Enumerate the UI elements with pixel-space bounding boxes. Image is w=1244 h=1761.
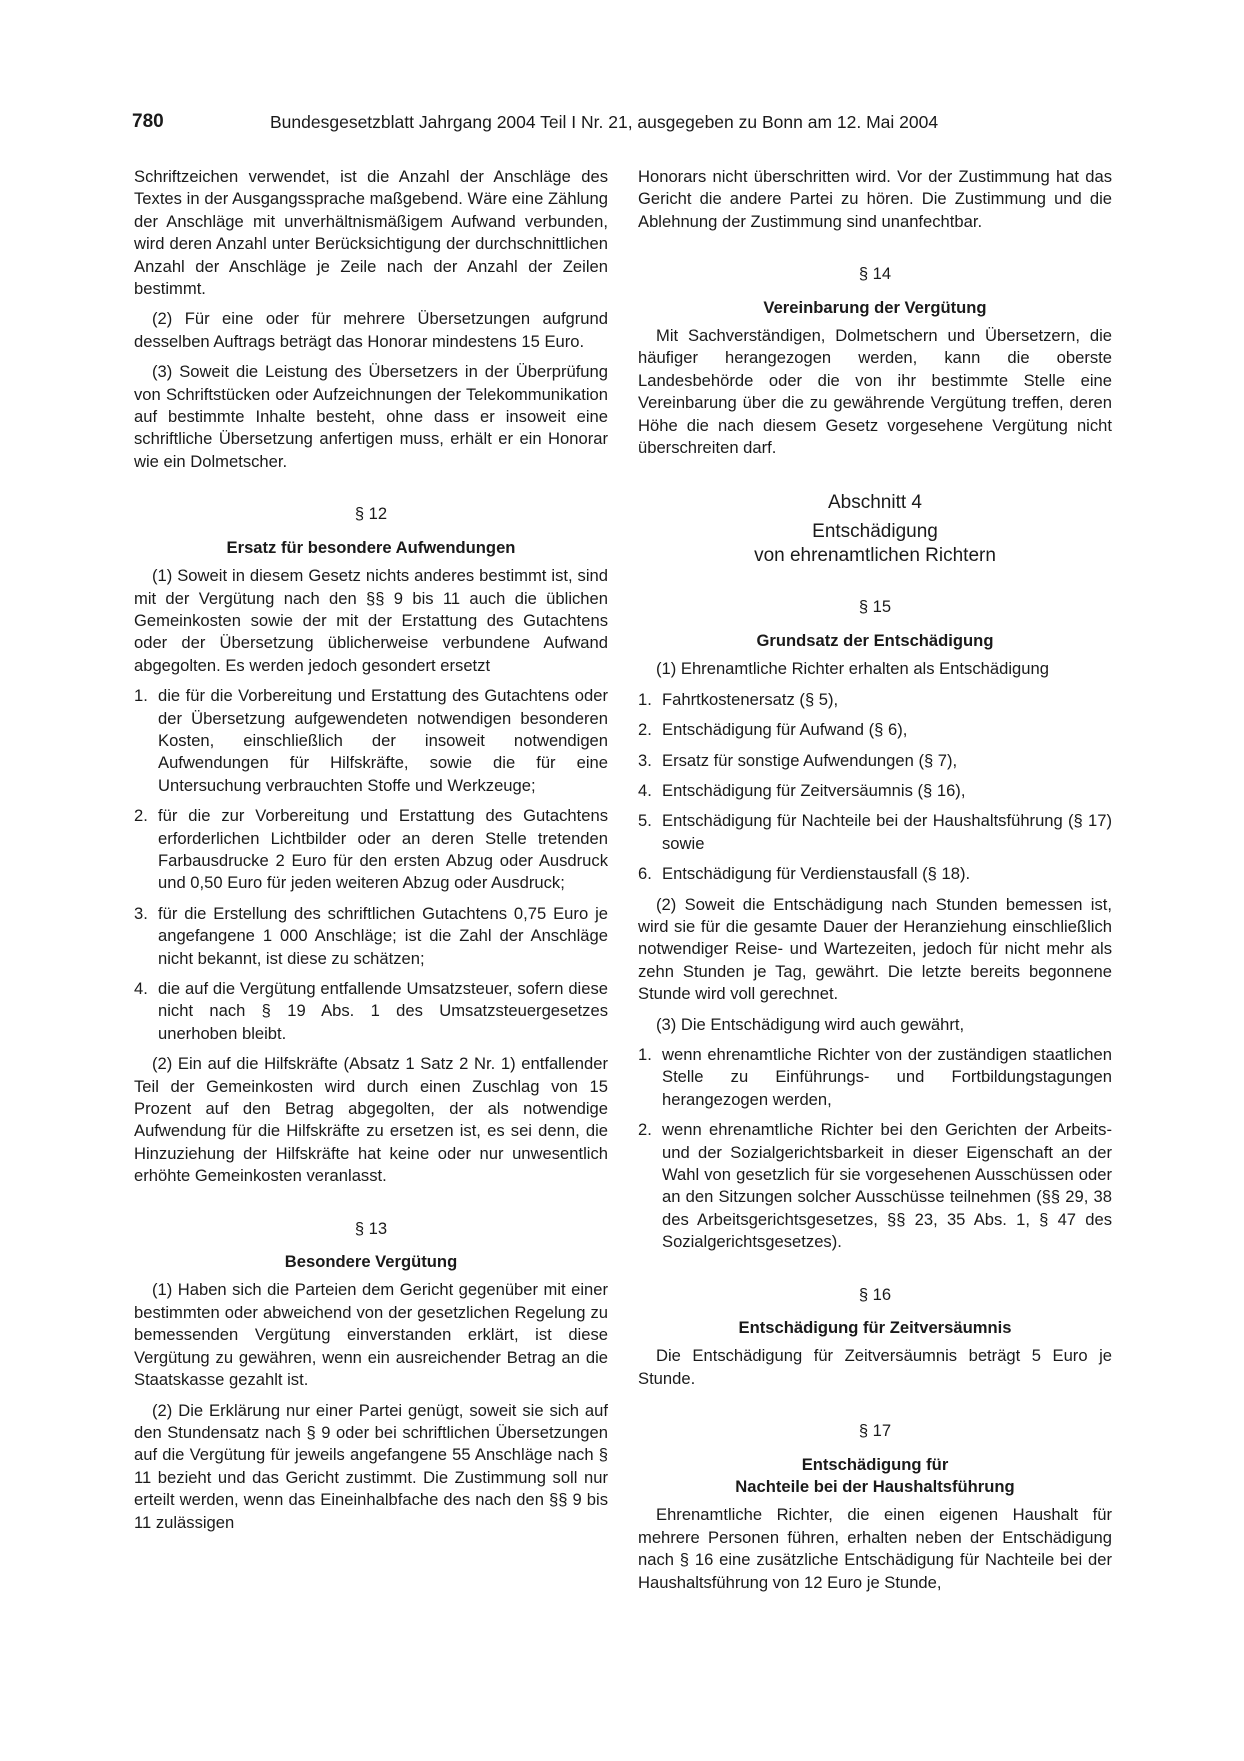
list-item-text: Fahrtkostenersatz (§ 5), [662,689,839,709]
list-item [638,780,1112,802]
paragraph [134,361,608,473]
section-title: Vereinbarung der Vergütung [763,297,987,317]
paragraph-text: (2) Für eine oder für mehrere Übersetzungen aufgrund desselben Auftrags beträgt das Honorar mindestens 15 Euro. [134,309,608,351]
paragraph [134,308,608,353]
paragraph [638,166,1112,233]
paragraph [638,1504,1112,1594]
paragraph [638,894,1112,1006]
section-title-line: Entschädigung für [801,1454,949,1474]
list-item-number: 3. [134,903,148,923]
paragraph [134,166,608,300]
list-item-text: Entschädigung für Aufwand (§ 6), [662,720,908,740]
list-item-number: 2. [134,806,148,826]
paragraph-text: Honorars nicht überschritten wird. Vor der Zustimmung hat das Gericht die andere Partei zu hören. Die Zustimmung und die Ablehnung der Zustimmung sind unanfechtbar. [638,167,1112,231]
section-title: Grundsatz der Entschädigung [756,630,994,650]
paragraph-text: (1) Haben sich die Parteien dem Gericht gegenüber mit einer bestimmten oder abweichend von der gesetzlichen Regelung zu bemessenden Vergütung einverstanden erklärt, ist diese Vergütung zu gewähren, wenn ein ausreichender Betrag an die Staatskasse gezahlt ist. [134,1280,608,1390]
paragraph-text: Mit Sachverständigen, Dolmetschern und Übersetzern, die häufiger herangezogen werden, kann die oberste Landesbehörde oder die von ihr bestimmte Stelle eine Vereinbarung über die zu gewährende Vergütung treffen, deren Höhe die nach diesem Gesetz vorgesehene Vergütung nicht überschreiten darf. [638,326,1112,458]
section-number: § 13 [354,1218,388,1238]
paragraph [134,1400,608,1534]
paragraph-text: Die Entschädigung für Zeitversäumnis beträgt 5 Euro je Stunde. [638,1346,1112,1388]
chapter-title [638,520,1112,568]
list-item-number: 1. [638,689,652,709]
section-title [638,1454,1112,1499]
section-number: § 17 [858,1421,892,1441]
right-column [638,166,1112,1602]
list-item [638,750,1112,772]
list-item-text: für die zur Vorbereitung und Erstattung des Gutachtens erforderlichen Lichtbilder oder an deren Stelle tretenden Farbausdrucke 2 Euro für den ersten Abzug oder Ausdruck und 0,50 Euro für jeden weiteren Abzug oder Ausdruck; [158,806,608,893]
paragraph-text: (2) Soweit die Entschädigung nach Stunden bemessen ist, wird sie für die gesamte Dauer der Heranziehung einschließlich notwendiger Reise- und Wartezeiten, jedoch für nicht mehr als zehn Stunden je Tag, gewährt. Die letzte bereits begonnene Stunde wird voll gerechnet. [638,894,1112,1004]
paragraph-text: (1) Soweit in diesem Gesetz nichts anderes bestimmt ist, sind mit der Vergütung nach den §§ 9 bis 11 auch die üblichen Gemeinkosten sowie der mit der Erstattung des Gutachtens oder der Übersetzung üblicherweise verbundene Aufwand abgegolten. Es werden jedoch gesondert ersetzt [134,566,608,675]
paragraph [134,1053,608,1187]
list-item [638,1119,1112,1253]
list-item-text: die für die Vorbereitung und Erstattung des Gutachtens oder der Übersetzung aufgewendeten notwendigen besonderen Kosten, einschließlich der insoweit notwendigen Aufwendungen für Hilfskräfte, sowie die für eine Untersuchung verbrauchten Stoffe und Werkzeuge; [158,686,608,795]
list-item [638,719,1112,741]
section-title: Entschädigung für Zeitversäumnis [738,1318,1012,1338]
paragraph [638,1345,1112,1390]
section-number: § 12 [354,504,388,524]
paragraph-text: (3) Soweit die Leistung des Übersetzers in der Überprüfung von Schriftstücken oder Aufzeichnungen der Telekommunikation auf bestimmte Inhalte besteht, ohne dass er insoweit eine schriftliche Übersetzung anfertigen muss, erhält er ein Honorar wie ein Dolmetscher. [134,362,608,471]
paragraph [638,658,1112,680]
list-item-text: Entschädigung für Verdienstausfall (§ 18). [662,864,971,884]
section-title: Besondere Vergütung [284,1252,458,1272]
list-item-number: 1. [638,1044,652,1064]
list-item [134,903,608,970]
paragraph-text: (3) Die Entschädigung wird auch gewährt, [656,1014,965,1034]
list-item [638,810,1112,855]
list-item-number: 4. [134,979,148,998]
list-item [134,805,608,895]
list-item-number: 4. [638,780,652,800]
section-number: § 15 [858,597,892,617]
section-number: § 14 [858,264,892,284]
section-title-line: Nachteile bei der Haushaltsführung [735,1477,1015,1497]
list-item-text: Entschädigung für Zeitversäumnis (§ 16), [662,780,966,800]
paragraph [134,1279,608,1391]
list-item [638,689,1112,711]
left-column [134,166,608,1542]
chapter-title-line: von ehrenamtlichen Richtern [754,545,996,567]
list-item-number: 5. [638,811,652,831]
paragraph [638,1014,1112,1036]
list-item [638,1044,1112,1111]
publication-title: Bundesgesetzblatt Jahrgang 2004 Teil I Nr. 21, ausgegeben zu Bonn am 12. Mai 2004 [270,112,939,132]
list-item [134,978,608,1045]
page-number: 780 [132,111,164,132]
section-title: Ersatz für besondere Aufwendungen [226,537,516,557]
paragraph-text: (1) Ehrenamtliche Richter erhalten als Entschädigung [656,659,1049,679]
list-item-text: die auf die Vergütung entfallende Umsatzsteuer, sofern diese nicht nach § 19 Abs. 1 des Umsatzsteuergesetzes unerhoben bleibt. [158,979,608,1043]
paragraph-text: (2) Ein auf die Hilfskräfte (Absatz 1 Satz 2 Nr. 1) entfallender Teil der Gemeinkosten wird durch einen Zuschlag von 15 Prozent auf den Betrag abgegolten, der als notwendige Aufwendung für die Hilfskräfte zu ersetzen ist, es sei denn, die Hinzuziehung der Hilfskräfte hat keine oder nur unwesentlich erhöhte Gemeinkosten veranlasst. [134,1054,608,1186]
chapter-title-line: Entschädigung [812,521,938,543]
chapter-heading: Abschnitt 4 [828,492,922,514]
paragraph [638,325,1112,459]
section-number: § 16 [858,1284,892,1304]
list-item-number: 6. [638,864,652,884]
list-item [134,685,608,797]
list-item-text: für die Erstellung des schriftlichen Gutachtens 0,75 Euro je angefangene 1 000 Anschläge; ist die Zahl der Anschläge nicht bekannt, ist diese zu schätzen; [158,903,608,968]
paragraph [134,565,608,677]
paragraph-text: (2) Die Erklärung nur einer Partei genügt, soweit sie sich auf den Stundensatz nach § 9 oder bei schriftlichen Übersetzungen auf die Vergütung für jeweils angefangene 55 Anschläge nach § 11 bezieht und das Gericht zustimmt. Die Zustimmung soll nur erteilt werden, wenn das Eineinhalbfache des nach den §§ 9 bis 11 zulässigen [134,1400,608,1532]
list-item-text: Ersatz für sonstige Aufwendungen (§ 7), [662,750,958,770]
list-item-number: 2. [638,720,652,740]
list-item [638,863,1112,885]
paragraph-text: Ehrenamtliche Richter, die einen eigenen Haushalt für mehrere Personen führen, erhalten neben der Entschädigung nach § 16 eine zusätzliche Entschädigung für Nachteile bei der Haushaltsführung von 12 Euro je Stunde, [638,1505,1112,1592]
list-item-text: wenn ehrenamtliche Richter von der zuständigen staatlichen Stelle zu Einführungs- und Fortbildungstagungen herangezogen werden, [662,1044,1112,1109]
list-item-number: 1. [134,686,148,706]
list-item-text: wenn ehrenamtliche Richter bei den Gerichten der Arbeits- und der Sozialgerichtsbarkeit in dieser Eigenschaft an der Wahl von gesetzlich für sie vorgesehenen Ausschüssen oder an den Sitzungen solcher Ausschüsse teilnehmen (§§ 29, 38 des Arbeitsgerichtsgesetzes, §§ 23, 35 Abs. 1, § 47 des Sozialgerichtsgesetzes). [662,1120,1112,1252]
paragraph-text: Schriftzeichen verwendet, ist die Anzahl der Anschläge des Textes in der Ausgangssprache maßgebend. Wäre eine Zählung der Anschläge mit unverhältnismäßigem Aufwand verbunden, wird deren Anzahl unter Berücksichtigung der durchschnittlichen Anzahl der Anschläge je Zeile nach der Anzahl der Zeilen bestimmt. [134,167,608,299]
list-item-text: Entschädigung für Nachteile bei der Haushaltsführung (§ 17) sowie [662,811,1112,853]
list-item-number: 3. [638,750,652,770]
list-item-number: 2. [638,1120,652,1140]
